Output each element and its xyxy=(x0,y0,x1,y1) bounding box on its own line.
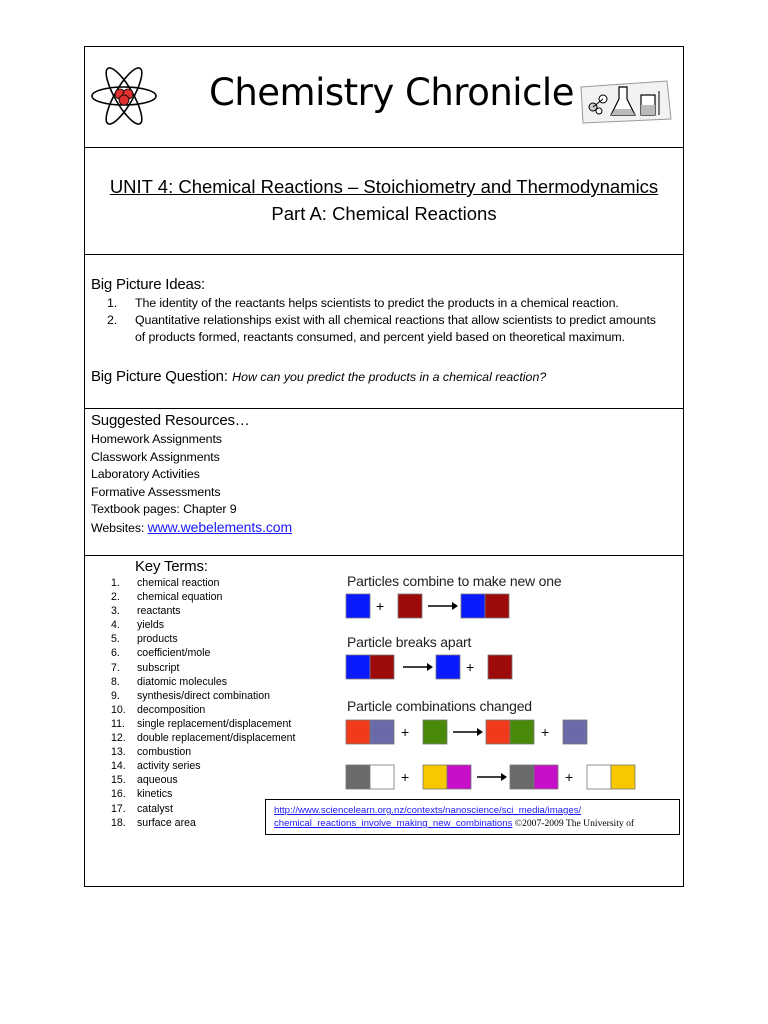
list-item: 1. chemical reaction xyxy=(111,577,220,589)
particle-square xyxy=(436,655,460,679)
particle-square xyxy=(346,765,370,789)
particle-square xyxy=(611,765,635,789)
arrow-icon xyxy=(428,602,458,610)
page-title: Chemistry Chronicle xyxy=(209,71,574,114)
arrow-icon xyxy=(453,728,483,736)
list-item: 11. single replacement/displacement xyxy=(111,717,292,730)
list-item: 4. yields xyxy=(111,619,165,632)
particle-square xyxy=(370,720,394,744)
resources-heading: Suggested Resources… xyxy=(91,412,250,429)
diagram-label-changed: Particle combinations changed xyxy=(347,698,532,714)
list-item: 15. aqueous xyxy=(111,774,178,787)
list-item: 8. diatomic molecules xyxy=(111,675,228,688)
list-item: 12. double replacement/displacement xyxy=(111,732,296,745)
particle-square xyxy=(370,765,394,789)
arrow-icon xyxy=(477,773,507,781)
particle-square xyxy=(346,594,370,618)
resources-section xyxy=(85,409,683,556)
plus-sign: + xyxy=(466,659,475,675)
particle-square xyxy=(423,720,447,744)
particle-square xyxy=(587,765,611,789)
list-item: 10. decomposition xyxy=(111,703,206,716)
particle-square xyxy=(488,655,512,679)
citation-box xyxy=(265,799,680,835)
citation-link-line1[interactable]: http://www.sciencelearn.org.nz/contexts/nanoscience/sci_media/images/ xyxy=(274,805,582,816)
unit-title: UNIT 4: Chemical Reactions – Stoichiometry and Thermodynamics xyxy=(109,176,659,197)
arrow-icon xyxy=(403,663,433,671)
list-item: 2. Quantitative relationships exist with all chemical reactions that allow scientists to predict amounts of products formed, reactants consumed, and percent yield based on theoretical maximum. xyxy=(107,313,656,344)
particle-square xyxy=(563,720,587,744)
particle-square xyxy=(461,594,485,618)
citation-copyright: ©2007-2009 The University of xyxy=(512,818,635,829)
particle-diagram xyxy=(343,568,683,808)
big-picture-ideas-list xyxy=(107,295,667,346)
atom-icon xyxy=(89,65,159,127)
list-item: 1. The identity of the reactants helps scientists to predict the products in a chemical reaction. xyxy=(107,296,619,310)
list-item: 14. activity series xyxy=(111,760,201,773)
diagram-label-break: Particle breaks apart xyxy=(347,634,472,650)
plus-sign: + xyxy=(565,769,574,785)
particle-square xyxy=(346,720,370,744)
list-item: 13. combustion xyxy=(111,746,192,759)
list-item: 18. surface area xyxy=(111,816,196,829)
citation-link-line2[interactable]: chemical_reactions_involve_making_new_combinations xyxy=(274,818,513,829)
list-item: 2. chemical equation xyxy=(111,591,223,604)
list-item: Laboratory Activities xyxy=(91,467,200,482)
list-item: Textbook pages: Chapter 9 xyxy=(91,502,237,517)
plus-sign: + xyxy=(541,724,550,740)
particle-square xyxy=(534,765,558,789)
big-picture-section xyxy=(85,255,683,409)
list-item: Classwork Assignments xyxy=(91,449,220,464)
particle-square xyxy=(486,720,510,744)
list-item: 17. catalyst xyxy=(111,802,173,815)
resources-list xyxy=(91,431,292,538)
list-item: 6. coefficient/mole xyxy=(111,647,211,660)
key-terms-heading: Key Terms: xyxy=(135,558,208,575)
list-item: 7. subscript xyxy=(111,661,180,674)
website-link[interactable]: www.webelements.com xyxy=(147,518,293,535)
handout-frame xyxy=(84,46,684,887)
particle-square xyxy=(398,594,422,618)
big-picture-ideas-heading: Big Picture Ideas: xyxy=(91,276,205,293)
big-picture-question-text: How can you predict the products in a chemical reaction? xyxy=(232,370,547,384)
big-picture-question xyxy=(91,368,546,386)
list-item: 16. kinetics xyxy=(111,788,173,801)
particle-square xyxy=(510,720,534,744)
key-terms-list xyxy=(111,576,311,830)
lab-equipment-icon xyxy=(575,77,675,125)
list-item: Homework Assignments xyxy=(91,432,222,446)
websites-line: Websites: www.webelements.com xyxy=(91,518,293,535)
plus-sign: + xyxy=(401,769,410,785)
key-terms-section xyxy=(85,556,683,886)
list-item: 9. synthesis/direct combination xyxy=(111,689,271,702)
particle-square xyxy=(370,655,394,679)
big-picture-question-heading: Big Picture Question: xyxy=(91,368,228,385)
header-section xyxy=(85,47,683,148)
list-item: Formative Assessments xyxy=(91,484,221,499)
particle-square xyxy=(510,765,534,789)
particle-square xyxy=(423,765,447,789)
particle-diagram-graphic xyxy=(343,568,683,808)
list-item: 5. products xyxy=(111,633,178,646)
list-item: 3. reactants xyxy=(111,605,181,618)
particle-square xyxy=(447,765,471,789)
particle-square xyxy=(485,594,509,618)
diagram-label-combine: Particles combine to make new one xyxy=(347,573,562,589)
unit-section xyxy=(85,148,683,255)
plus-sign: + xyxy=(376,598,385,614)
unit-subtitle: Part A: Chemical Reactions xyxy=(271,203,497,224)
particle-square xyxy=(346,655,370,679)
plus-sign: + xyxy=(401,724,410,740)
